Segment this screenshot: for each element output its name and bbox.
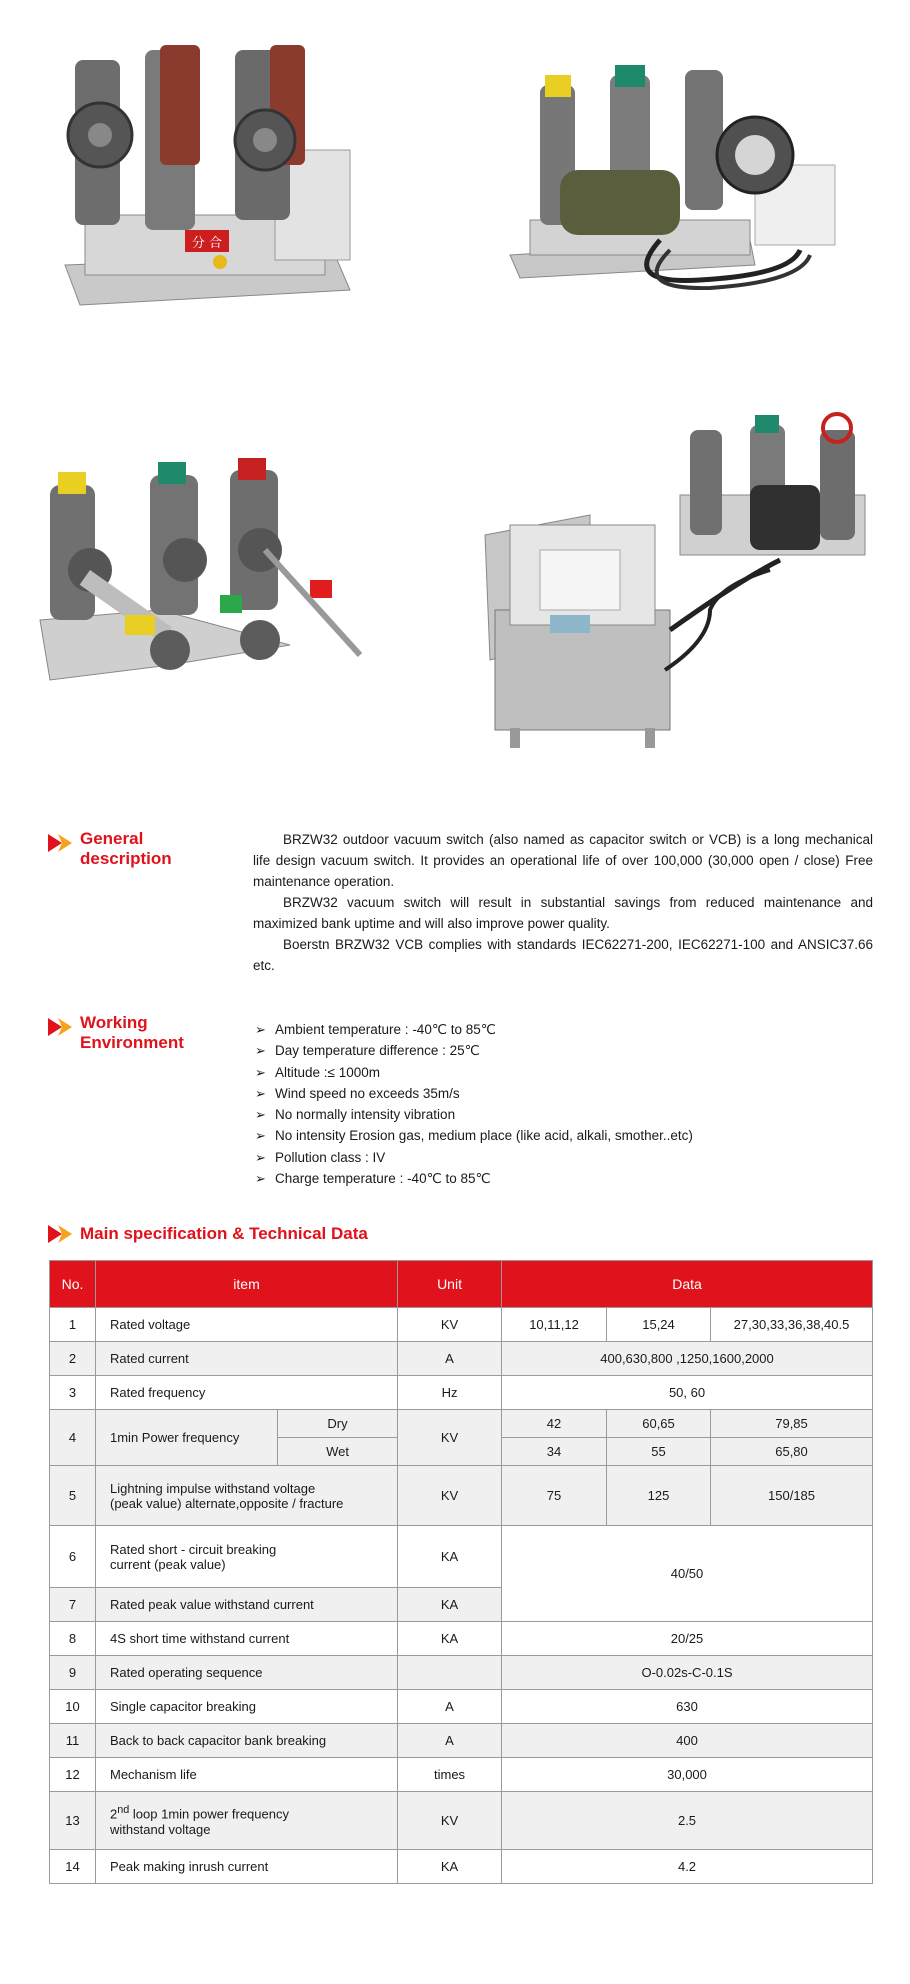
list-item (255, 1125, 693, 1146)
row-data: 4.2 (502, 1850, 873, 1884)
row-data: 15,24 (607, 1308, 711, 1342)
working-title-line2: Environment (80, 1033, 184, 1052)
env-item-text: No intensity Erosion gas, medium place (like acid, alkali, smother..etc) (275, 1128, 693, 1144)
row-no: 4 (50, 1410, 96, 1466)
row-no: 14 (50, 1850, 96, 1884)
row-unit: KV (398, 1466, 502, 1526)
table-row (50, 1376, 873, 1410)
row-data: O-0.02s-C-0.1S (502, 1656, 873, 1690)
row-unit: A (398, 1724, 502, 1758)
row-data: 400 (502, 1724, 873, 1758)
list-item (255, 1062, 693, 1083)
table-row (50, 1758, 873, 1792)
table-row (50, 1792, 873, 1850)
product-photo-1 (35, 40, 365, 325)
row-item-pre: 2 (110, 1806, 118, 1822)
row-item: Rated current (96, 1342, 398, 1376)
product-photo-2 (500, 50, 840, 290)
list-item (255, 1168, 693, 1189)
row-item (96, 1792, 398, 1850)
table-row (50, 1690, 873, 1724)
row-item-line2: withstand voltage (110, 1821, 211, 1837)
row-item (96, 1526, 398, 1588)
row-no: 10 (50, 1690, 96, 1724)
row-item-line1: Lightning impulse withstand voltage (110, 1480, 316, 1496)
row-item-line1: Rated short - circuit breaking (110, 1541, 277, 1557)
env-item-text: No normally intensity vibration (275, 1107, 456, 1123)
row-unit: KV (398, 1308, 502, 1342)
general-description-text (253, 829, 873, 976)
table-row (50, 1622, 873, 1656)
env-item-text: Charge temperature : -40℃ to 85℃ (275, 1171, 491, 1187)
row-data: 40/50 (502, 1526, 873, 1622)
working-environment-title (80, 1013, 184, 1053)
header-data: Data (502, 1261, 873, 1308)
list-item (255, 1040, 693, 1061)
row-data: 20/25 (502, 1622, 873, 1656)
row-subitem: Wet (278, 1438, 398, 1466)
row-item-rest: loop 1min power frequency (129, 1806, 289, 1822)
bullet-arrow-icon: ➢ (255, 1022, 266, 1037)
row-data: 10,11,12 (502, 1308, 607, 1342)
row-item: Back to back capacitor bank breaking (96, 1724, 398, 1758)
env-item-text: Altitude :≤ 1000m (275, 1064, 380, 1080)
row-item-line2: (peak value) alternate,opposite / fracture (110, 1495, 344, 1511)
row-unit: Hz (398, 1376, 502, 1410)
row-data: 79,85 (711, 1410, 873, 1438)
bullet-arrow-icon: ➢ (255, 1085, 266, 1101)
row-unit: KA (398, 1526, 502, 1588)
list-item (255, 1104, 693, 1125)
row-unit: times (398, 1758, 502, 1792)
row-no: 5 (50, 1466, 96, 1526)
bullet-arrow-icon: ➢ (255, 1128, 266, 1144)
row-data: 65,80 (711, 1438, 873, 1466)
row-data: 30,000 (502, 1758, 873, 1792)
row-unit: KV (398, 1410, 502, 1466)
row-data: 50, 60 (502, 1376, 873, 1410)
row-item: Rated frequency (96, 1376, 398, 1410)
general-paragraph-2: BRZW32 vacuum switch will result in substantial savings from reduced maintenance and maximized bank uptime and will also improve power quality. (253, 895, 873, 931)
row-data: 55 (607, 1438, 711, 1466)
row-data: 60,65 (607, 1410, 711, 1438)
row-no: 1 (50, 1308, 96, 1342)
row-data: 125 (607, 1466, 711, 1526)
general-description-title (80, 829, 172, 869)
row-no: 12 (50, 1758, 96, 1792)
env-item-text: Wind speed no exceeds 35m/s (275, 1085, 460, 1101)
header-item: item (96, 1261, 398, 1308)
working-title-line1: Working (80, 1013, 148, 1032)
row-unit: A (398, 1690, 502, 1724)
table-row (50, 1308, 873, 1342)
header-no: No. (50, 1261, 96, 1308)
row-data: 2.5 (502, 1792, 873, 1850)
bullet-arrow-icon: ➢ (255, 1149, 266, 1165)
bullet-arrow-icon: ➢ (255, 1043, 266, 1059)
photo-label: 分 合 (191, 236, 223, 251)
general-title-line2: description (80, 849, 172, 868)
bullet-arrow-icon: ➢ (255, 1064, 266, 1080)
row-item: Single capacitor breaking (96, 1690, 398, 1724)
row-item-sup: nd (117, 1804, 130, 1817)
env-item-text: Ambient temperature : -40℃ to 85℃ (275, 1022, 496, 1037)
spec-section-title: Main specification & Technical Data (80, 1224, 368, 1243)
row-item: Mechanism life (96, 1758, 398, 1792)
row-no: 6 (50, 1526, 96, 1588)
product-photo-4 (480, 410, 870, 760)
table-row (50, 1466, 873, 1526)
row-item: 1min Power frequency (96, 1410, 278, 1466)
row-no: 13 (50, 1792, 96, 1850)
row-unit: KA (398, 1588, 502, 1622)
table-row (50, 1410, 873, 1438)
table-row (50, 1850, 873, 1884)
row-no: 11 (50, 1724, 96, 1758)
row-data: 75 (502, 1466, 607, 1526)
row-no: 2 (50, 1342, 96, 1376)
section-arrow-icon (48, 834, 74, 852)
row-data: 34 (502, 1438, 607, 1466)
spec-table (49, 1260, 873, 1884)
row-data: 27,30,33,36,38,40.5 (711, 1308, 873, 1342)
row-item: Rated voltage (96, 1308, 398, 1342)
row-item: 4S short time withstand current (96, 1622, 398, 1656)
row-item: Peak making inrush current (96, 1850, 398, 1884)
general-title-line1: General (80, 829, 144, 848)
product-photo-3 (30, 450, 390, 705)
table-header-row (50, 1261, 873, 1308)
table-row (50, 1526, 873, 1588)
row-unit: KV (398, 1792, 502, 1850)
row-item: Rated peak value withstand current (96, 1588, 398, 1622)
row-item: Rated operating sequence (96, 1656, 398, 1690)
row-data: 630 (502, 1690, 873, 1724)
general-paragraph-3: Boerstn BRZW32 VCB complies with standards IEC62271-200, IEC62271-100 and ANSIC37.66 etc. (253, 937, 873, 973)
list-item (255, 1019, 693, 1040)
row-subitem: Dry (278, 1410, 398, 1438)
table-row (50, 1656, 873, 1690)
env-item-text: Day temperature difference : 25℃ (275, 1043, 480, 1059)
list-item (255, 1083, 693, 1104)
table-row (50, 1724, 873, 1758)
row-item-line2: current (peak value) (110, 1556, 226, 1572)
row-no: 8 (50, 1622, 96, 1656)
row-data: 42 (502, 1410, 607, 1438)
list-item (255, 1147, 693, 1168)
row-unit (398, 1656, 502, 1690)
row-unit: KA (398, 1622, 502, 1656)
working-environment-list (255, 1019, 693, 1189)
general-paragraph-1: BRZW32 outdoor vacuum switch (also named as capacitor switch or VCB) is a long mechanical life design vacuum switch. It provides an operational life of over 100,000 (30,000 open / close) Free maintenance operation. (253, 832, 873, 889)
section-arrow-icon (48, 1018, 74, 1036)
env-item-text: Pollution class : IV (275, 1149, 386, 1165)
row-unit: KA (398, 1850, 502, 1884)
row-no: 7 (50, 1588, 96, 1622)
row-data: 400,630,800 ,1250,1600,2000 (502, 1342, 873, 1376)
row-no: 3 (50, 1376, 96, 1410)
row-item (96, 1466, 398, 1526)
bullet-arrow-icon: ➢ (255, 1107, 266, 1123)
row-data: 150/185 (711, 1466, 873, 1526)
row-no: 9 (50, 1656, 96, 1690)
bullet-arrow-icon: ➢ (255, 1171, 266, 1187)
table-row (50, 1342, 873, 1376)
row-unit: A (398, 1342, 502, 1376)
header-unit: Unit (398, 1261, 502, 1308)
section-arrow-icon (48, 1225, 74, 1243)
